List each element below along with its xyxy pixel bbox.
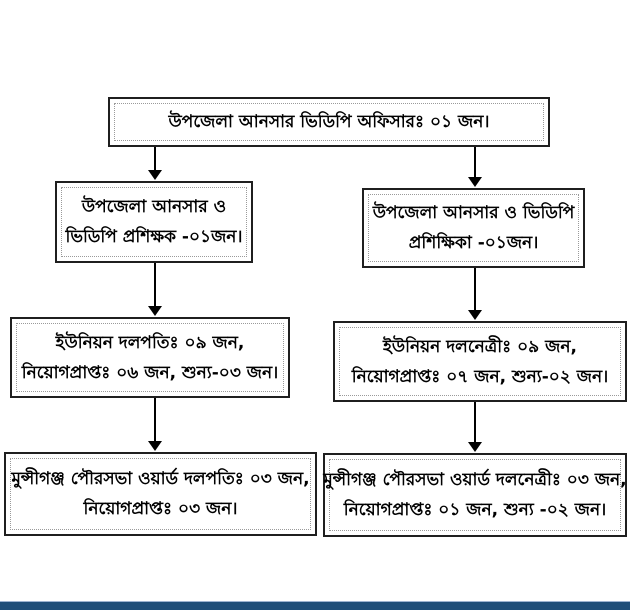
connector-arrow-down-right — [468, 268, 482, 320]
org-box-inner — [339, 327, 621, 396]
connector-arrow-down-left — [148, 263, 162, 316]
org-box-text: উপজেলা আনসার ও ভিডিপি — [372, 203, 575, 223]
org-box-inner — [323, 459, 627, 531]
org-box-ward-team-leader-female — [323, 453, 627, 537]
connector-arrow-down-left — [148, 147, 162, 180]
org-box-inner — [16, 323, 284, 392]
org-box-text: নিয়োগপ্রাপ্তঃ ০১ জন, শুন্য -০২ জন। — [343, 500, 607, 520]
org-box-text: উপজেলা আনসার ও — [81, 197, 227, 217]
org-box-text: নিয়োগপ্রাপ্তঃ ০৩ জন। — [83, 499, 238, 519]
org-box-text: মুন্সীগঞ্জ পৌরসভা ওয়ার্ড দলনেত্রীঃ ০৩ জন, — [323, 470, 627, 490]
org-box-upazila-ansar-vdp-officer — [108, 97, 550, 147]
org-box-inner — [10, 458, 311, 530]
org-box-text: ইউনিয়ন দলপতিঃ ০৯ জন, — [55, 332, 245, 353]
page-footer-bar — [0, 601, 630, 610]
org-box-text: মুন্সীগঞ্জ পৌরসভা ওয়ার্ড দলপতিঃ ০৩ জন, — [11, 469, 310, 489]
org-box-ward-team-leader-male — [4, 452, 317, 536]
org-box-text: নিয়োগপ্রাপ্তঃ ০৭ জন, শুন্য-০২ জন। — [351, 366, 609, 387]
org-box-union-team-leader-male — [10, 317, 290, 398]
org-box-text: নিয়োগপ্রাপ্তঃ ০৬ জন, শুন্য-০৩ জন। — [21, 362, 279, 383]
org-box-text: প্রশিক্ষিকা -০১জন। — [408, 233, 539, 253]
org-box-text: উপজেলা আনসার ভিডিপি অফিসারঃ ০১ জন। — [168, 112, 490, 132]
org-box-union-team-leader-female — [333, 321, 627, 402]
org-box-inner — [114, 103, 544, 141]
org-box-inner — [61, 187, 247, 257]
connector-arrow-down-right — [468, 147, 482, 187]
org-box-upazila-instructor-male — [55, 181, 253, 263]
org-box-inner — [368, 194, 579, 262]
connector-arrow-down-left — [148, 398, 162, 451]
org-box-text: ইউনিয়ন দলনেত্রীঃ ০৯ জন, — [383, 336, 577, 357]
org-box-text: ভিডিপি প্রশিক্ষক -০১জন। — [65, 227, 243, 247]
org-box-upazila-instructor-female — [362, 188, 585, 268]
connector-arrow-down-right — [468, 402, 482, 452]
